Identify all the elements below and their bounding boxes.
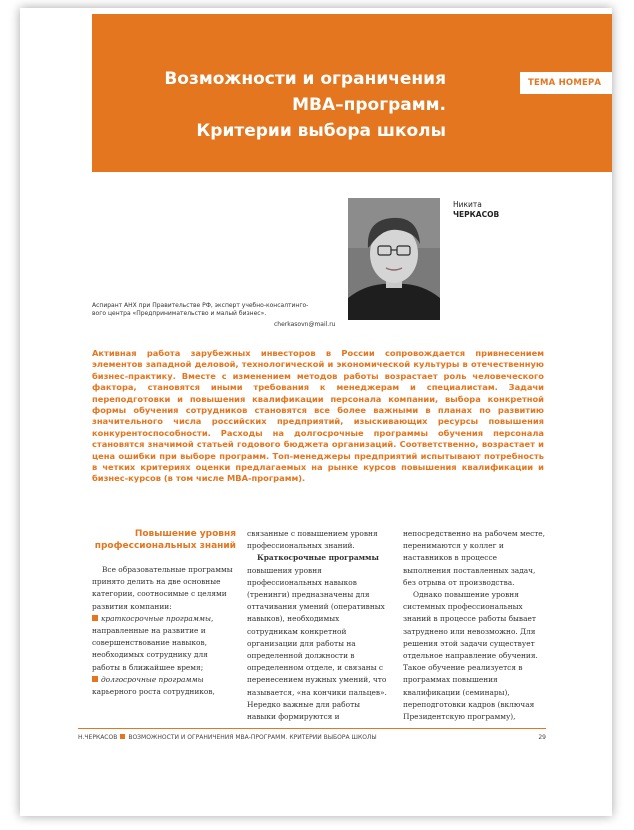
page-number: 29 [538,734,546,741]
author-name [453,200,499,220]
list-item [92,613,236,674]
footer-separator-icon [120,734,125,739]
paragraph-text: Все образовательные программы принято делить на две основные категории, соотносимые с целями развития компании: [92,565,233,611]
bio-line-1: Аспирант АНХ при Правительстве РФ, эксперт учебно-консалтинго- [92,302,309,309]
list-item [92,674,236,698]
column-1 [92,528,236,698]
footer-rule [78,728,546,729]
paragraph: непосредственно на рабочем месте, перенимаются у коллег и наставников в процессе выполнения поставленных задач, без отрыва от производства. [403,529,546,587]
title-banner [92,14,612,172]
footer-title: ВОЗМОЖНОСТИ И ОГРАНИЧЕНИЯ МВА-ПРОГРАММ. КРИТЕРИИ ВЫБОРА ШКОЛЫ [128,734,377,741]
column-3 [403,528,547,723]
column-2 [247,528,391,723]
title-line-1: Возможности и ограничения [164,69,446,89]
list-item-emphasis: долгосрочные программы [101,674,204,684]
section-label: ТЕМА НОМЕРА [520,72,612,94]
magazine-page [20,8,612,816]
author-first-name: Никита [453,200,482,209]
list-item-text: , направленные на развитие и совершенствование навыков, необходимых сотруднику для работы в ближайшее время; [92,613,214,672]
list-item-text: карьерного роста сотрудников, [92,687,215,697]
paragraph [92,564,236,613]
footer-author: Н.ЧЕРКАСОВ [78,734,118,741]
portrait-illustration [348,198,440,320]
author-email[interactable]: cherkasovn@mail.ru [274,321,336,328]
title-line-2: МВА–программ. [292,95,446,115]
title-line-3: Критерии выбора школы [196,121,446,141]
paragraph-text: повышения уровня профессиональных навыков (тренинги) предназначены для оттачивания умений (оперативных навыков), необходимых сотрудникам конкретной организации для работы на определенной должности в определенном отделе, и связаны с перенесением нужных умений, что называется, «на кончики пальцев». Нередко важные для работы навыки формируются и [247,565,387,722]
paragraph: связанные с повышением уровня профессиональных знаний. [247,529,378,551]
author-photo-icon [348,198,440,320]
author-bio [92,302,342,318]
section-subheading: Повышение уровня профессиональных знаний [94,529,236,551]
page-footer [78,734,546,741]
article-title [86,66,446,144]
author-last-name: ЧЕРКАСОВ [453,210,500,219]
lead-paragraph: Активная работа зарубежных инвесторов в России сопровождается привнесением элементов западной деловой, технологической и экономической культуры в отечественную бизнес-практику. Вместе с изменением методов работы возрастает роль человеческого фактора, становятся иными требования к менеджерам и специалистам. Задачи переподготовки и повышения квалификации персонала компании, выбора конкретной формы обучения сотрудников становятся все более важными в планах по развитию значительного числа российских предприятий, изыскивающих ресурсы повышения конкурентоспособности. Расходы на долгосрочные программы обучения персонала становятся значимой статьей годового бюджета организаций. Соответственно, возрастает и цена ошибки при выборе программ. Топ-менеджеры предприятий испытывают потребность в четких критериях оценки предлагаемых на рынке курсов повышения квалификации и бизнес-курсов (в том числе МВА-программ). [92,348,544,484]
paragraph: Однако повышение уровня системных профессиональных знаний в процессе работы бывает затруднено или невозможно. Для решения этой задачи существует отдельное направление обучения. Такое обучение реализуется в программах повышения квалификации (семинары), переподготовки кадров (включая Президентскую программу), [403,590,538,722]
list-item-emphasis: краткосрочные программы [101,613,212,623]
bio-line-2: вого центра «Предпринимательство и малый бизнес». [92,310,267,317]
bullet-icon [92,676,98,682]
bullet-icon [92,615,98,621]
paragraph [247,552,391,723]
paragraph-lead-bold: Краткосрочные программы [257,553,379,563]
